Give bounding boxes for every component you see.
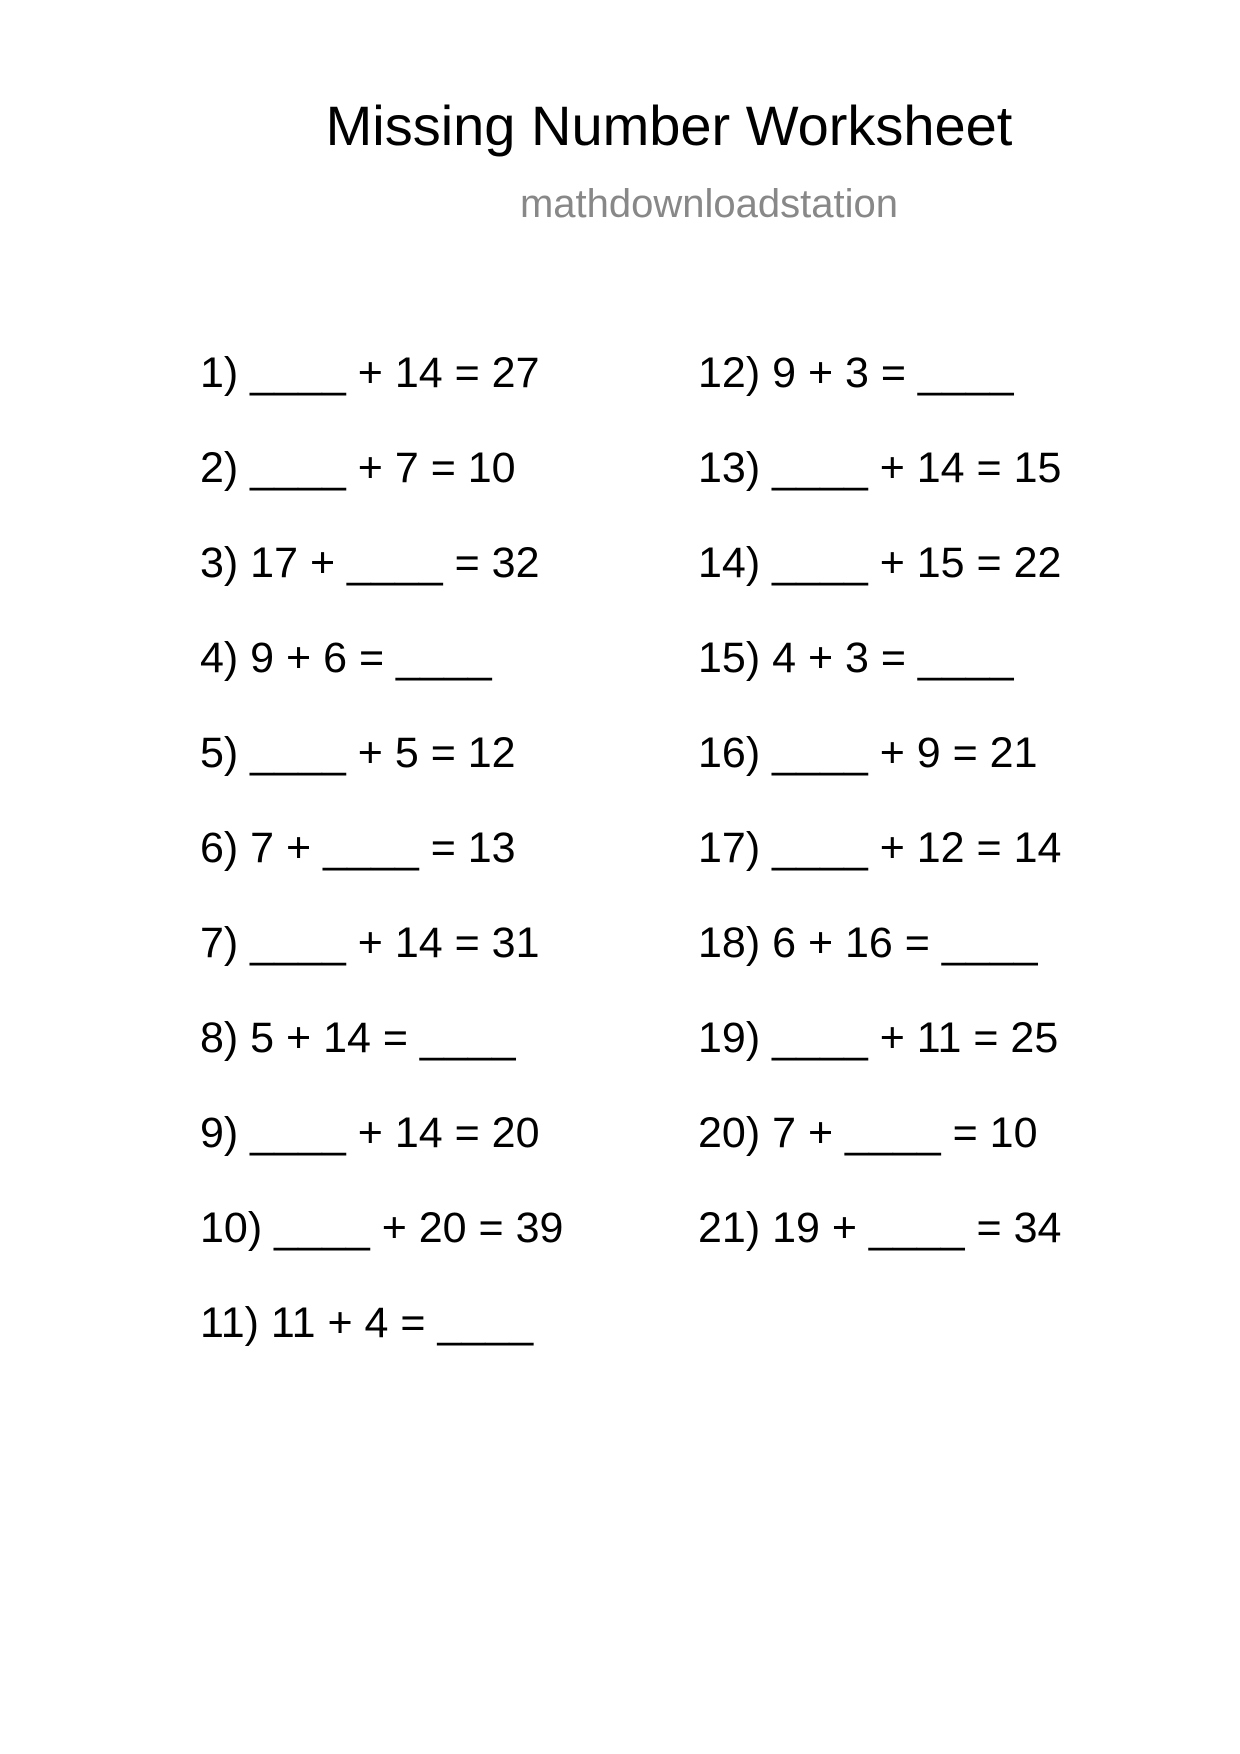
problem-4: 4) 9 + 6 = ____ <box>200 634 492 682</box>
problem-column-left <box>200 349 564 1397</box>
problem-10: 10) ____ + 20 = 39 <box>200 1204 564 1252</box>
problem-19: 19) ____ + 11 = 25 <box>698 1014 1059 1062</box>
problem-3: 3) 17 + ____ = 32 <box>200 539 540 587</box>
problem-15: 15) 4 + 3 = ____ <box>698 634 1014 682</box>
problem-8: 8) 5 + 14 = ____ <box>200 1014 516 1062</box>
page-title: Missing Number Worksheet <box>325 94 1013 157</box>
problem-5: 5) ____ + 5 = 12 <box>200 729 516 777</box>
problem-11: 11) 11 + 4 = ____ <box>200 1299 534 1347</box>
problem-16: 16) ____ + 9 = 21 <box>698 729 1038 777</box>
problem-17: 17) ____ + 12 = 14 <box>698 824 1062 872</box>
problem-21: 21) 19 + ____ = 34 <box>698 1204 1062 1252</box>
problem-12: 12) 9 + 3 = ____ <box>698 349 1014 397</box>
problem-column-right <box>698 349 1062 1302</box>
problem-14: 14) ____ + 15 = 22 <box>698 539 1062 587</box>
problem-2: 2) ____ + 7 = 10 <box>200 444 516 492</box>
problem-9: 9) ____ + 14 = 20 <box>200 1109 540 1157</box>
problem-20: 20) 7 + ____ = 10 <box>698 1109 1038 1157</box>
problem-6: 6) 7 + ____ = 13 <box>200 824 516 872</box>
problem-1: 1) ____ + 14 = 27 <box>200 349 540 397</box>
problem-18: 18) 6 + 16 = ____ <box>698 919 1038 967</box>
page-subtitle: mathdownloadstation <box>519 182 899 226</box>
problem-7: 7) ____ + 14 = 31 <box>200 919 540 967</box>
problem-13: 13) ____ + 14 = 15 <box>698 444 1062 492</box>
